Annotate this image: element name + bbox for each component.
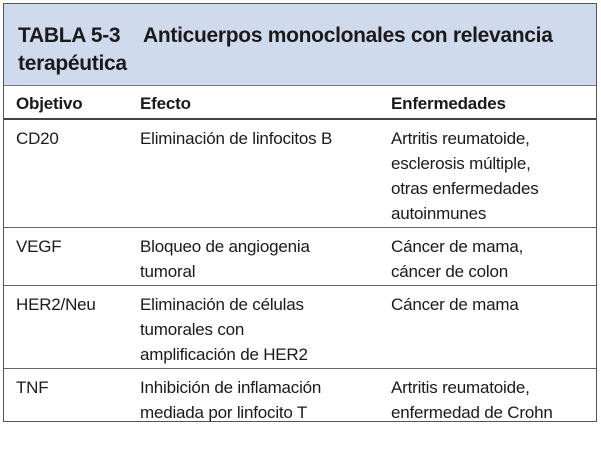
- header-objetivo: Objetivo: [16, 94, 83, 113]
- table-number: TABLA 5-3: [18, 24, 121, 47]
- table-row: [4, 369, 596, 421]
- cell-objetivo: TNF: [16, 378, 49, 397]
- cell-enfermedades: Artritis reumatoide, enfermedad de Crohn: [391, 378, 553, 422]
- header-enfermedades: Enfermedades: [391, 94, 506, 113]
- cell-enfermedades: Artritis reumatoide, esclerosis múltiple, otras enfermedades autoinmunes: [391, 129, 539, 223]
- cell-objetivo: HER2/Neu: [16, 295, 96, 314]
- table-title: Anticuerpos monoclonales con relevancia: [143, 24, 553, 47]
- cell-efecto: Bloqueo de angiogenia tumoral: [140, 237, 310, 281]
- cell-efecto: Eliminación de linfocitos B: [140, 129, 333, 148]
- table-header-row: [4, 86, 596, 120]
- table-title-bar: [4, 4, 596, 86]
- cell-objetivo: VEGF: [16, 237, 62, 256]
- table-row: [4, 120, 596, 228]
- table-row: [4, 286, 596, 369]
- table-row: [4, 228, 596, 286]
- table-5-3: [3, 3, 597, 422]
- cell-efecto: Inhibición de inflamación mediada por linfocito T: [140, 378, 322, 422]
- cell-objetivo: CD20: [16, 129, 59, 148]
- cell-enfermedades: Cáncer de mama: [391, 295, 519, 314]
- table-title-continuation: terapéutica: [18, 52, 127, 75]
- cell-enfermedades: Cáncer de mama, cáncer de colon: [391, 237, 524, 281]
- header-efecto: Efecto: [140, 94, 191, 113]
- cell-efecto: Eliminación de células tumorales con amplificación de HER2: [140, 295, 308, 364]
